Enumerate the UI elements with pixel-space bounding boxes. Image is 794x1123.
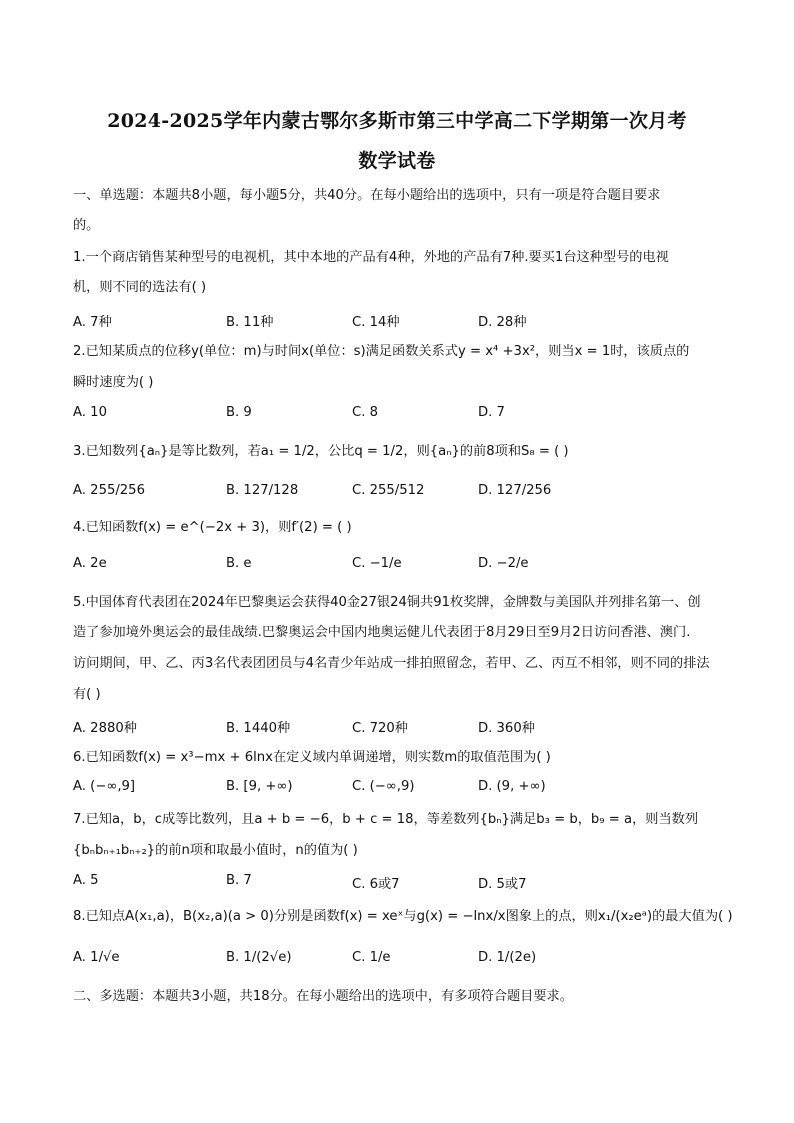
question-5-options	[73, 717, 723, 739]
question-1-cont: 机，则不同的选法有( )	[73, 280, 207, 295]
option-d: D. 7	[478, 405, 505, 420]
question-2-cont: 瞬时速度为( )	[73, 375, 154, 390]
option-d: D. 5或7	[478, 877, 527, 892]
question-3: 3.已知数列{aₙ}是等比数列，若a₁ = 1/2，公比q = 1/2，则{aₙ}的前8项和S₈ = ( )	[73, 444, 569, 459]
question-7-options	[73, 873, 723, 895]
option-b: B. 11种	[226, 315, 274, 330]
option-a: A. 255/256	[73, 483, 145, 498]
section1-heading: 一、单选题：本题共8小题，每小题5分，共40分。在每小题给出的选项中，只有一项是符合题目要求	[73, 188, 661, 203]
question-5-cont-1: 造了参加境外奥运会的最佳战绩.巴黎奥运会中国内地奥运健儿代表团于8月29日至9月2日访问香港、澳门.	[73, 625, 691, 640]
option-c: C. 6或7	[352, 877, 400, 892]
option-b: B. 1/(2√e)	[226, 950, 292, 965]
option-d: D. (9, +∞)	[478, 779, 546, 794]
question-7-cont: {bₙbₙ₊₁bₙ₊₂}的前n项和取最小值时，n的值为( )	[73, 843, 358, 858]
option-a: A. 2880种	[73, 721, 137, 736]
option-b: B. 127/128	[226, 483, 299, 498]
option-b: B. 1440种	[226, 721, 291, 736]
question-8-options	[73, 950, 723, 972]
question-6-options	[73, 779, 723, 801]
question-5-cont-2: 访问期间，甲、乙、丙3名代表团团员与4名青少年站成一排拍照留念，若甲、乙、丙互不相邻，则不同的排法	[73, 656, 710, 671]
question-5-cont-3: 有( )	[73, 687, 101, 702]
section1-heading-cont: 的。	[73, 218, 100, 233]
option-c: C. (−∞,9)	[352, 779, 415, 794]
section2-heading: 二、多选题：本题共3小题，共18分。在每小题给出的选项中，有多项符合题目要求。	[73, 989, 573, 1004]
option-b: B. 9	[226, 405, 252, 420]
question-1: 1.一个商店销售某种型号的电视机，其中本地的产品有4种，外地的产品有7种.要买1台这种型号的电视	[73, 250, 669, 265]
option-b: B. e	[226, 556, 252, 571]
option-a: A. 2e	[73, 556, 107, 571]
option-c: C. −1/e	[352, 556, 402, 571]
question-2: 2.已知某质点的位移y(单位：m)与时间x(单位：s)满足函数关系式y = x⁴ +3x²，则当x = 1时，该质点的	[73, 344, 690, 359]
question-1-options	[73, 311, 723, 333]
option-d: D. 360种	[478, 721, 535, 736]
option-a: A. 10	[73, 405, 107, 420]
question-5: 5.中国体育代表团在2024年巴黎奥运会获得40金27银24铜共91枚奖牌，金牌数与美国队并列排名第一、创	[73, 595, 701, 610]
option-d: D. 28种	[478, 315, 527, 330]
question-3-options	[73, 483, 723, 505]
option-d: D. 127/256	[478, 483, 552, 498]
exam-subtitle: 数学试卷	[358, 150, 436, 172]
option-d: D. −2/e	[478, 556, 529, 571]
question-4-options	[73, 556, 723, 578]
option-a: A. 1/√e	[73, 950, 120, 965]
option-c: C. 720种	[352, 721, 408, 736]
option-c: C. 1/e	[352, 950, 391, 965]
question-2-options	[73, 405, 723, 427]
question-8: 8.已知点A(x₁,a)，B(x₂,a)(a > 0)分别是函数f(x) = xeˣ与g(x) = −lnx/x图象上的点，则x₁/(x₂eᵃ)的最大值为( )	[73, 909, 733, 924]
option-a: A. 5	[73, 873, 99, 888]
option-c: C. 255/512	[352, 483, 425, 498]
option-b: B. 7	[226, 873, 252, 888]
question-6: 6.已知函数f(x) = x³−mx + 6lnx在定义域内单调递增，则实数m的取值范围为( )	[73, 750, 551, 765]
question-4: 4.已知函数f(x) = e^(−2x + 3)，则f′(2) = ( )	[73, 520, 352, 535]
option-d: D. 1/(2e)	[478, 950, 537, 965]
option-a: A. 7种	[73, 315, 112, 330]
option-c: C. 8	[352, 405, 378, 420]
question-7: 7.已知a，b，c成等比数列，且a + b = −6，b + c = 18，等差数列{bₙ}满足b₃ = b，b₉ = a，则当数列	[73, 812, 699, 827]
exam-title: 2024-2025学年内蒙古鄂尔多斯市第三中学高二下学期第一次月考	[107, 110, 687, 132]
option-a: A. (−∞,9]	[73, 779, 136, 794]
option-c: C. 14种	[352, 315, 400, 330]
option-b: B. [9, +∞)	[226, 779, 293, 794]
